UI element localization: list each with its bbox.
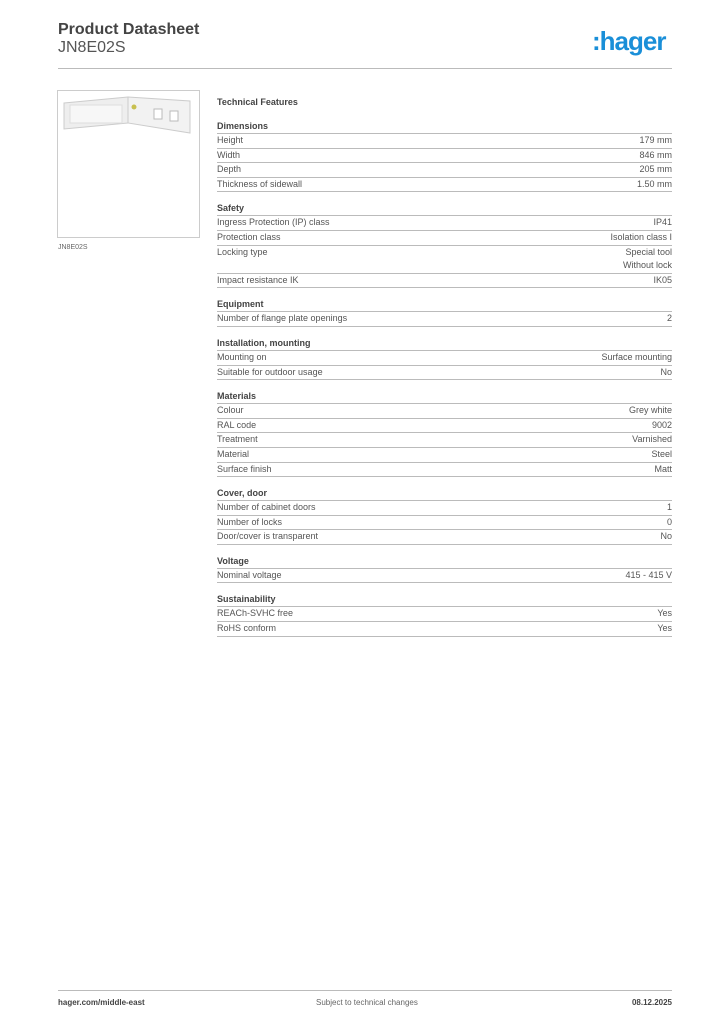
table-row [217,163,672,178]
row-value [653,274,672,288]
table-row [217,246,672,274]
row-label: Mounting on [217,351,267,362]
row-value-line: Yes [657,623,672,634]
row-value-line: 9002 [651,419,672,430]
row-value [601,351,672,365]
row-value [667,501,672,515]
table-row [217,501,672,516]
row-value-line: Isolation class I [610,231,672,242]
table-row [217,404,672,419]
row-value [629,404,672,418]
row-value [660,366,672,380]
table-row [217,419,672,434]
row-label: Number of cabinet doors [217,502,316,513]
section-title: Sustainability [217,592,672,607]
table-row [217,366,672,381]
row-label: Depth [217,164,242,175]
row-label: Surface finish [217,463,272,474]
table-row [217,134,672,149]
row-label: Height [217,135,244,145]
table-row [217,149,672,164]
row-value-line: 179 mm [639,135,672,145]
row-label: Nominal voltage [217,569,282,580]
table-row [217,312,672,327]
row-value-line: Matt [654,463,672,474]
row-label: Locking type [217,246,268,257]
section-sustainability [217,592,672,636]
row-value [667,516,672,530]
image-caption: JN8E02S [58,244,88,251]
row-label: REACh-SVHC free [217,608,294,619]
table-row [217,530,672,545]
section-title: Installation, mounting [217,336,672,351]
row-value [623,246,672,273]
header-divider [58,68,672,69]
row-value [657,607,672,621]
row-value [660,530,672,544]
row-value-line: Yes [657,608,672,619]
row-label: Number of flange plate openings [217,313,348,324]
table-row [217,607,672,622]
row-value [639,149,672,163]
row-label: Colour [217,405,244,416]
row-value [653,216,672,230]
row-value [651,448,672,462]
row-value [610,231,672,245]
section-title: Cover, door [217,486,672,501]
row-label: Suitable for outdoor usage [217,366,323,377]
table-row [217,433,672,448]
section-title: Equipment [217,297,672,312]
row-value-line: 415 - 415 V [625,569,672,580]
footer-note: Subject to technical changes [316,998,418,1007]
row-label: Width [217,149,241,160]
row-value-line: Surface mounting [601,351,672,362]
footer-website[interactable]: hager.com/middle-east [58,998,145,1007]
table-row [217,178,672,193]
row-label: Thickness of sidewall [217,178,303,189]
row-label: RoHS conform [217,623,277,634]
technical-features-table [217,95,672,646]
row-value [639,134,672,148]
hager-logo: :hager [592,26,666,56]
table-row [217,622,672,637]
row-label: Door/cover is transparent [217,531,319,542]
row-value [625,569,672,583]
row-value-line: Steel [651,448,672,459]
section-title: Materials [217,389,672,404]
row-value-line: Special tool [625,246,672,257]
table-row [217,231,672,246]
section-dimensions [217,119,672,192]
product-code: JN8E02S [58,39,126,56]
row-value [632,433,672,447]
table-row [217,516,672,531]
row-value-line: 205 mm [639,164,672,175]
row-value [667,312,672,326]
row-value-line: 1.50 mm [636,178,672,189]
section-installation-mounting [217,336,672,380]
table-row [217,274,672,289]
row-value [637,178,672,192]
enclosure-illustration [58,91,199,237]
row-value [639,163,672,177]
section-title: Voltage [217,554,672,569]
page-title: Product Datasheet [58,21,200,38]
row-label: Impact resistance IK [217,274,299,285]
section-safety [217,201,672,288]
row-value-line: 846 mm [639,149,672,160]
row-label: Protection class [217,231,281,242]
section-materials [217,389,672,477]
table-row [217,351,672,366]
section-voltage [217,554,672,584]
section-equipment [217,297,672,327]
row-value-line: 1 [666,502,672,513]
row-value-line: IP41 [653,217,672,228]
table-row [217,216,672,231]
footer-date: 08.12.2025 [631,998,672,1007]
row-label: Material [217,448,250,459]
row-label: Number of locks [217,516,283,527]
row-value [657,622,672,636]
technical-features-heading: Technical Features [217,97,298,107]
section-cover-door [217,486,672,545]
row-value-line: Without lock [622,260,672,271]
row-value-line: Grey white [628,405,672,416]
row-value-line: Varnished [632,434,672,445]
row-value-line: 0 [666,516,672,527]
section-title: Safety [217,201,672,216]
table-row [217,448,672,463]
row-value-line: 2 [666,313,672,324]
row-value-line: No [660,531,672,542]
row-label: Ingress Protection (IP) class [217,217,330,228]
row-value [654,463,672,477]
row-value [652,419,672,433]
row-label: Treatment [217,434,258,445]
product-image [57,90,200,238]
row-value-line: No [660,366,672,377]
row-value-line: IK05 [653,274,672,285]
section-title: Dimensions [217,119,672,134]
table-row [217,569,672,584]
table-row [217,463,672,478]
footer-divider [58,990,672,991]
row-label: RAL code [217,419,257,430]
